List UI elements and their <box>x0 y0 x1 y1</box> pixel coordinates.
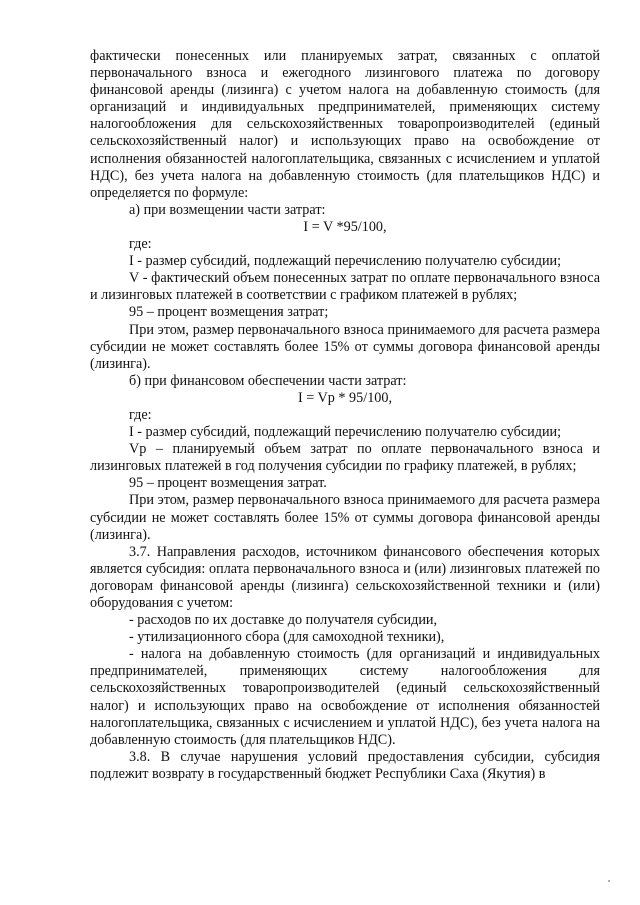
paragraph-limit-a: При этом, размер первоначального взноса принимаемого для расчета размера субсидии не может составлять более 15% от суммы договора финансовой аренды (лизинга). <box>90 321 600 372</box>
list-item-vat: - налога на добавленную стоимость (для организаций и индивидуальных предпринимателей, применяющих систему налогообложения для сельскохозяйственных товаропроизводителей (единый сельскохозяйственный налог) и использующих право на освобождение от исполнения обязанностей налогоплательщика, связанных с исчислением и уплатой НДС), без учета налога на добавленную стоимость (для плательщиков НДС). <box>90 646 600 748</box>
section-3-8: 3.8. В случае нарушения условий предоставления субсидии, субсидия подлежит возврату в государственный бюджет Республики Саха (Якутия) в <box>90 748 600 782</box>
definition-95-b: 95 – процент возмещения затрат. <box>129 475 327 492</box>
paragraph-where-a: где: <box>129 236 152 253</box>
formula-a: I = V *95/100, <box>303 218 387 235</box>
definition-v: V - фактический объем понесенных затрат по оплате первоначального взноса и лизинговых платежей в соответствии с графиком платежей в рублях; <box>90 270 600 304</box>
paragraph-case-b-heading: б) при финансовом обеспечении части затрат: <box>129 372 407 389</box>
definition-i-b: I - размер субсидий, подлежащий перечислению получателю субсидии; <box>129 424 562 441</box>
paragraph-limit-b: При этом, размер первоначального взноса принимаемого для расчета размера субсидии не может составлять более 15% от суммы договора финансовой аренды (лизинга). <box>90 492 600 543</box>
paragraph-case-a-heading: а) при возмещении части затрат: <box>129 201 326 218</box>
paragraph-formula-intro: фактически понесенных или планируемых затрат, связанных с оплатой первоначального взноса и ежегодного лизингового платежа по договору финансовой аренды (лизинга) с учетом налога на добавленную стоимость (для организаций и индивидуальных предпринимателей, применяющих систему налогообложения для сельскохозяйственных товаропроизводителей (единый сельскохозяйственный налог) и использующих право на освобождение от исполнения обязанностей налогоплательщика, связанных с исчислением и уплатой НДС), без учета налога на добавленную стоимость (для плательщиков НДС) и определяется по формуле: <box>90 48 600 201</box>
paragraph-where-b: где: <box>129 406 152 423</box>
definition-i-a: I - размер субсидий, подлежащий перечислению получателю субсидии; <box>129 253 562 270</box>
section-3-7: 3.7. Направления расходов, источником финансового обеспечения которых является субсидия: оплата первоначального взноса и (или) лизинговых платежей по договорам финансовой аренды (лизинга) сельскохозяйственной техники и (или) оборудования с учетом: <box>90 543 600 611</box>
scan-speck <box>608 880 610 882</box>
definition-vp: Vp – планируемый объем затрат по оплате первоначального взноса и лизинговых платежей в год получения субсидии по графику платежей, в рублях; <box>90 441 600 475</box>
formula-b: I = Vp * 95/100, <box>297 389 393 406</box>
list-item-recycling-fee: - утилизационного сбора (для самоходной техники), <box>129 629 445 646</box>
document-body <box>90 48 600 783</box>
list-item-delivery: - расходов по их доставке до получателя субсидии, <box>129 612 438 629</box>
definition-95-a: 95 – процент возмещения затрат; <box>129 304 329 321</box>
